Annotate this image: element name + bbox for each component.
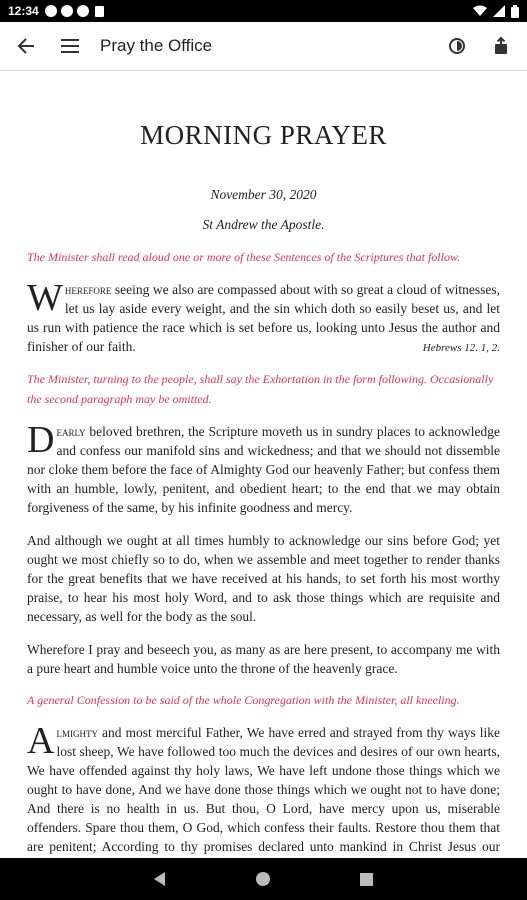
office-content[interactable]	[0, 72, 527, 858]
battery-icon	[511, 5, 519, 18]
status-bar	[0, 0, 527, 22]
share-button[interactable]	[479, 22, 523, 71]
rubric-sentences: The Minister shall read aloud one or more of these Sentences of the Scriptures that follow.	[27, 250, 461, 264]
back-button[interactable]	[4, 22, 48, 71]
exhortation-paragraph-1: Dearly beloved brethren, the Scripture moveth us in sundry places to acknowledge and confess our manifold sins and wickedness; and that we should not dissemble nor cloke them before the face of Almighty God our heavenly Father; but confess them with an humble, lowly, penitent, and obedient heart; to the end that we may obtain forgiveness of the same, by his infinite goodness and mercy.	[27, 419, 500, 515]
opening-sentence: Wherefore seeing we also are compassed about with so great a cloud of witnesses, let us lay aside every weight, and the sin which doth so easily beset us, and let us run with patience the race which is set before us, looking unto Jesus the author and finisher of our faith. Hebrews 12. 1, 2.	[27, 280, 500, 356]
app-title: Pray the Office	[100, 36, 213, 55]
system-nav-bar	[0, 858, 527, 900]
nav-home-icon[interactable]	[256, 872, 270, 886]
app-bar	[0, 22, 527, 71]
nav-recents-icon[interactable]	[360, 873, 373, 886]
status-time: 12:34	[8, 4, 39, 18]
signal-icon	[493, 5, 505, 17]
nav-back-icon[interactable]	[154, 872, 166, 886]
notification-icon	[45, 5, 57, 17]
rubric-confession: A general Confession to be said of the whole Congregation with the Minister, all kneeling.	[27, 693, 460, 707]
info-icon	[61, 5, 73, 17]
theme-toggle-button[interactable]	[435, 22, 479, 71]
exhortation-paragraph-3: Wherefore I pray and beseech you, as many as are here present, to accompany me with a pure heart and humble voice unto the throne of the heavenly grace.	[27, 642, 500, 676]
menu-button[interactable]	[48, 22, 92, 71]
drop-cap: D	[27, 419, 55, 461]
share-icon	[494, 37, 508, 55]
wifi-icon	[473, 5, 487, 17]
drop-cap: W	[27, 277, 63, 319]
exhortation-paragraph-2: And although we ought at all times humbly to acknowledge our sins before God; yet ought we most chiefly so to do, when we assemble and meet together to render thanks for the great benefits that we have received at his hands, to set forth his most worthy praise, to hear his most holy Word, and to ask those things which are requisite and necessary, as well for the body as the soul.	[27, 533, 500, 624]
arrow-left-icon	[17, 37, 35, 55]
feast-name: St Andrew the Apostle.	[202, 217, 325, 232]
page-title: MORNING PRAYER	[140, 120, 387, 150]
sync-icon	[77, 5, 89, 17]
general-confession: Almighty and most merciful Father, We have erred and strayed from thy ways like lost sheep, We have followed too much the devices and desires of our own hearts, We have offended against thy holy laws, We have left undone those things which we ought to have done, And we have done those things which we ought not to have done; And there is no health in us. But thou, O Lord, have mercy upon us, miserable offenders. Spare thou them, O God, which confess their faults. Restore thou them that are penitent; According to thy promises declared unto mankind in Christ Jesus our	[27, 720, 500, 854]
hamburger-menu-icon	[61, 39, 79, 53]
brightness-icon	[448, 37, 466, 55]
scripture-reference: Hebrews 12. 1, 2.	[422, 342, 500, 354]
office-date: November 30, 2020	[210, 187, 317, 202]
drop-cap: A	[27, 720, 55, 762]
sd-card-icon	[95, 6, 104, 17]
rubric-exhortation: The Minister, turning to the people, shall say the Exhortation in the form following. Occasionally the second paragraph may be omitted.	[27, 372, 494, 406]
